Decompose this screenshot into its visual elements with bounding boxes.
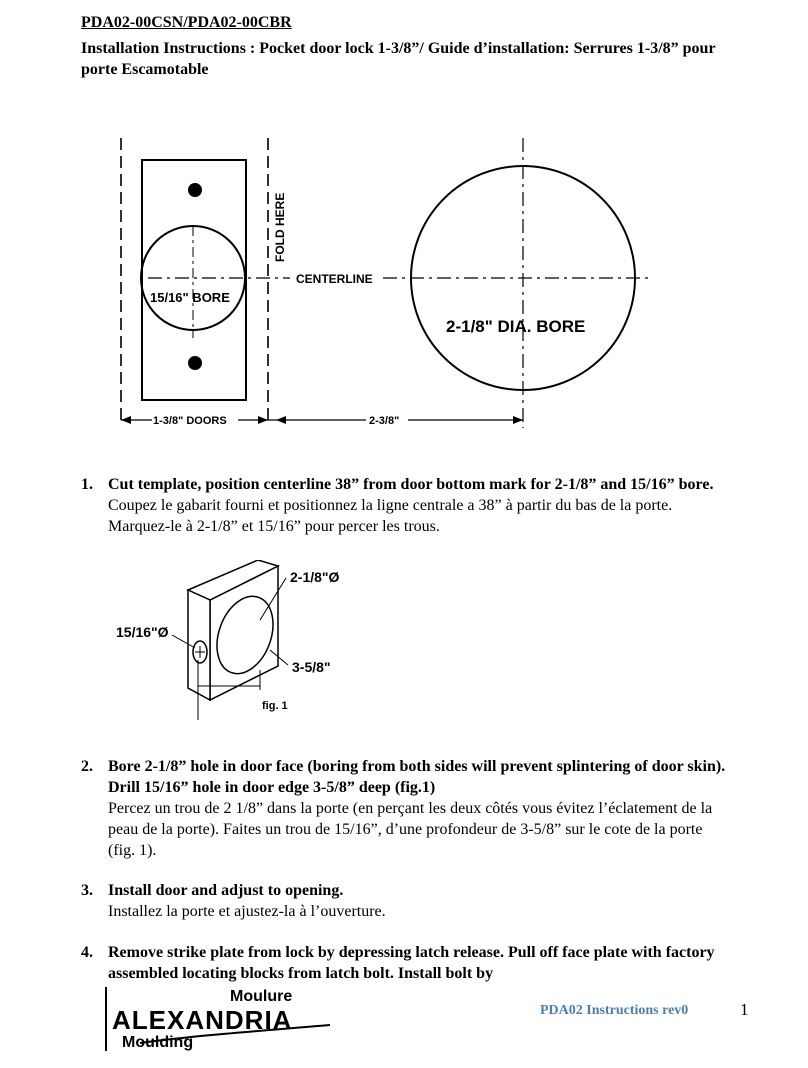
large-bore-label: 2-1/8" DIA. BORE — [446, 317, 586, 336]
drilling-template-figure — [0, 0, 808, 440]
step-4-english: Remove strike plate from lock by depressing latch release. Pull off face plate with factory assembled locating blocks from latch bolt. Install bolt by — [108, 944, 715, 982]
step-number: 3. — [81, 882, 93, 899]
fold-here-label: FOLD HERE — [273, 192, 287, 262]
step-2 — [81, 756, 731, 861]
lower-screw-hole — [188, 356, 202, 370]
fig1-caption: fig. 1 — [262, 700, 288, 712]
fig1-depth-label: 3-5/8" — [292, 659, 331, 675]
fig1-small-hole-label: 15/16"Ø — [116, 624, 169, 640]
document-reference: PDA02 Instructions rev0 — [540, 1003, 689, 1018]
fig1-large-hole-label: 2-1/8"Ø — [290, 569, 340, 585]
logo-bottom-word: Moulding — [122, 1034, 194, 1051]
logo-top-word: Moulure — [230, 988, 293, 1005]
centerline-label: CENTERLINE — [296, 272, 373, 286]
door-thickness-label: 1-3/8" DOORS — [153, 415, 227, 427]
step-1-english: Cut template, position centerline 38” from door bottom mark for 2-1/8” and 15/16” bore. — [108, 476, 714, 493]
upper-screw-hole — [188, 183, 202, 197]
step-number: 1. — [81, 476, 93, 493]
fig1-bore-diagram — [100, 560, 400, 720]
step-number: 4. — [81, 944, 93, 961]
step-3 — [81, 880, 731, 922]
step-number: 2. — [81, 758, 93, 775]
page-number: 1 — [740, 1000, 749, 1019]
step-1 — [81, 474, 731, 537]
model-codes: PDA02-00CSN/PDA02-00CBR — [81, 14, 292, 31]
logo-main-word: ALEXANDRIA — [112, 1005, 293, 1035]
page-title: Installation Instructions : Pocket door lock 1-3/8”/ Guide d’installation: Serrures 1-3/8” pour porte Escamotable — [81, 40, 716, 78]
small-bore-label: 15/16" BORE — [150, 290, 230, 305]
step-1-french: Coupez le gabarit fourni et positionnez la ligne centrale a 38” à partir du bas de la porte. Marquez-le à 2-1/8” et 15/16” pour percer les trous. — [108, 497, 673, 535]
step-3-french: Installez la porte et ajustez-la à l’ouverture. — [108, 903, 386, 920]
step-2-english: Bore 2-1/8” hole in door face (boring from both sides will prevent splintering of door skin). Drill 15/16” hole in door edge 3-5/8” deep (fig.1) — [108, 758, 726, 796]
backset-label: 2-3/8" — [369, 415, 400, 427]
company-logo — [100, 985, 350, 1055]
step-4 — [81, 942, 731, 984]
step-3-english: Install door and adjust to opening. — [108, 882, 344, 899]
step-2-french: Percez un trou de 2 1/8” dans la porte (en perçant les deux côtés vous évitez l’éclatement de la peau de la porte). Faites un trou de 15/16”, d’une profondeur de 3-5/8” sur le cote de la porte (fig. 1). — [108, 800, 713, 859]
